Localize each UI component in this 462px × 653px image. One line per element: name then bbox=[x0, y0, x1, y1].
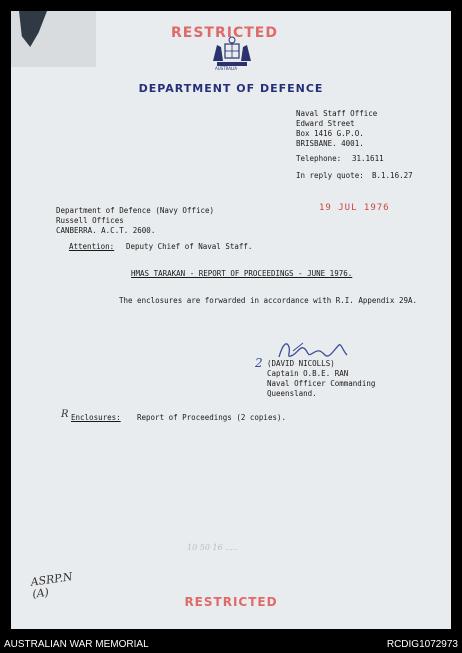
document-page bbox=[11, 11, 451, 629]
recipient-line1: Department of Defence (Navy Office) bbox=[56, 206, 215, 215]
reply-quote-label: In reply quote: bbox=[296, 171, 364, 180]
enclosures-label: Enclosures: bbox=[71, 413, 121, 422]
signatory-name: (DAVID NICOLLS) bbox=[267, 359, 335, 368]
restricted-stamp-top: RESTRICTED bbox=[171, 25, 278, 41]
sender-address-line2: Edward Street bbox=[296, 119, 355, 128]
reply-quote-ref: B.1.16.27 bbox=[372, 171, 413, 180]
footer-record-id: RCDIG1072973 bbox=[386, 639, 458, 650]
handwritten-ref-line1: ASRP.N bbox=[29, 570, 74, 589]
handwritten-ref-line2: (A) bbox=[31, 585, 50, 601]
department-title: DEPARTMENT OF DEFENCE bbox=[138, 82, 324, 95]
date-stamp: 19 JUL 1976 bbox=[319, 203, 390, 213]
attention-value: Deputy Chief of Naval Staff. bbox=[126, 242, 253, 251]
body-text: The enclosures are forwarded in accordance with R.I. Appendix 29A. bbox=[119, 296, 418, 305]
restricted-stamp-bottom: RESTRICTED bbox=[184, 595, 278, 609]
recipient-line2: Russell Offices bbox=[56, 216, 124, 225]
signatory-rank: Captain O.B.E. RAN bbox=[267, 369, 349, 378]
sender-address-line1: Naval Staff Office bbox=[296, 109, 378, 118]
margin-mark: R bbox=[61, 409, 69, 420]
telephone-value: 31.1611 bbox=[352, 154, 384, 163]
enclosures-value: Report of Proceedings (2 copies). bbox=[137, 413, 287, 422]
sender-address-line4: BRISBANE. 4001. bbox=[296, 139, 364, 148]
footer-institution: AUSTRALIAN WAR MEMORIAL bbox=[4, 639, 149, 650]
sender-address-line3: Box 1416 G.P.O. bbox=[296, 129, 364, 138]
attention-label: Attention: bbox=[69, 242, 115, 251]
signatory-title: Naval Officer Commanding bbox=[267, 379, 376, 388]
signatory-region: Queensland. bbox=[267, 389, 317, 398]
paper-corner bbox=[11, 11, 96, 67]
crest-label: AUSTRALIA bbox=[215, 66, 238, 71]
telephone-label: Telephone: bbox=[296, 154, 342, 163]
recipient-line3: CANBERRA. A.C.T. 2600. bbox=[56, 226, 156, 235]
faint-annotation: 10 50 16 ..... bbox=[187, 543, 238, 552]
paper-tear bbox=[19, 11, 47, 47]
subject-line: HMAS TARAKAN - REPORT OF PROCEEDINGS - JUNE 1976. bbox=[131, 269, 353, 278]
signature-mark: 2 bbox=[255, 356, 263, 370]
